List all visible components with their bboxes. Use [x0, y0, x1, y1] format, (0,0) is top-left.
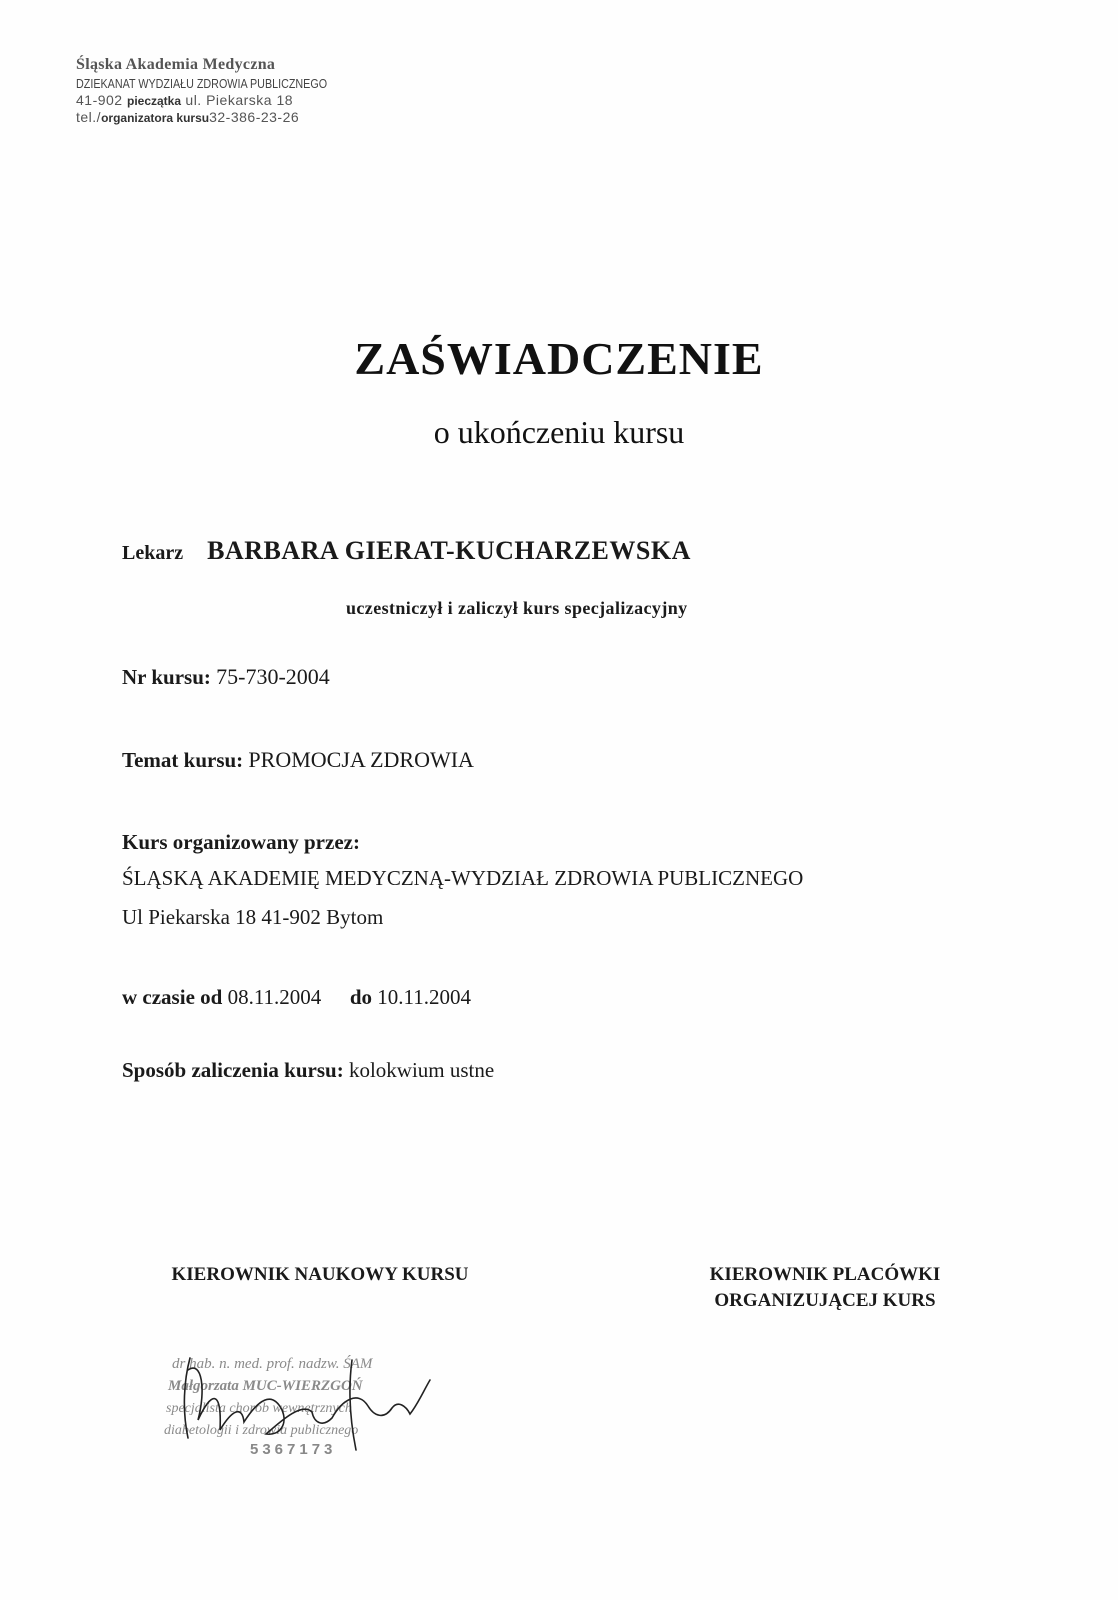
course-number-label: Nr kursu: — [122, 665, 211, 689]
stamp-number: 5367173 — [250, 1441, 337, 1458]
period-from-label: w czasie od — [122, 985, 223, 1009]
organizer-name: ŚLĄSKĄ AKADEMIĘ MEDYCZNĄ-WYDZIAŁ ZDROWIA PUBLICZNEGO — [122, 866, 804, 890]
course-topic-row — [122, 747, 474, 773]
phone-line: tel./organizatora kursu32-386-23-26 — [76, 109, 300, 125]
address-overprint: pieczątka — [126, 94, 182, 108]
participation-statement: uczestniczył i zaliczył kurs specjalizacyjny — [346, 598, 688, 618]
assessment-label: Sposób zaliczenia kursu: — [122, 1058, 344, 1082]
period-to-date: 10.11.2004 — [377, 985, 471, 1009]
institution-name: Śląska Akademia Medyczna — [76, 56, 276, 73]
institution-header-stamp — [76, 56, 368, 125]
participant-name: BARBARA GIERAT-KUCHARZEWSKA — [207, 536, 691, 565]
phone-overprint: organizatora kursu — [101, 111, 210, 125]
facility-director-title: KIEROWNIK PLACÓWKI ORGANIZUJĄCEJ KURS — [709, 1264, 941, 1311]
course-topic-value: PROMOCJA ZDROWIA — [248, 747, 474, 772]
stamp-line-4: diabetologii i zdrowia publicznego — [164, 1423, 359, 1438]
physician-stamp-and-signature — [162, 1350, 462, 1460]
signature-stamp-svg — [162, 1350, 462, 1460]
stamp-line-2: Małgorzata MUC-WIERZGOŃ — [168, 1378, 363, 1394]
course-number-row — [122, 664, 330, 690]
participant-label: Lekarz — [122, 542, 184, 564]
scientific-director-title: KIEROWNIK NAUKOWY KURSU — [171, 1264, 469, 1285]
document-title: ZAŚWIADCZENIE — [354, 333, 764, 384]
period-from-date: 08.11.2004 — [227, 985, 322, 1009]
organizer-label: Kurs organizowany przez: — [122, 830, 360, 854]
address-line: 41-902 pieczątka ul. Piekarska 18 — [76, 92, 294, 108]
assessment-value: kolokwium ustne — [348, 1058, 495, 1082]
assessment-row — [122, 1058, 494, 1083]
course-number-value: 75-730-2004 — [216, 664, 330, 689]
stamp-line-3: specjalista chorób wewnętrznych — [166, 1401, 352, 1416]
organizer-address: Ul Piekarska 18 41-902 Bytom — [122, 905, 384, 929]
document-subtitle: o ukończeniu kursu — [433, 414, 685, 450]
department-name: DZIEKANAT WYDZIAŁU ZDROWIA PUBLICZNEGO — [76, 77, 328, 91]
course-topic-label: Temat kursu: — [122, 748, 244, 772]
period-to-label: do — [349, 985, 372, 1009]
stamp-line-1: dr hab. n. med. prof. nadzw. ŚAM — [172, 1356, 373, 1372]
period-row — [122, 985, 471, 1010]
participant-row — [122, 536, 691, 566]
